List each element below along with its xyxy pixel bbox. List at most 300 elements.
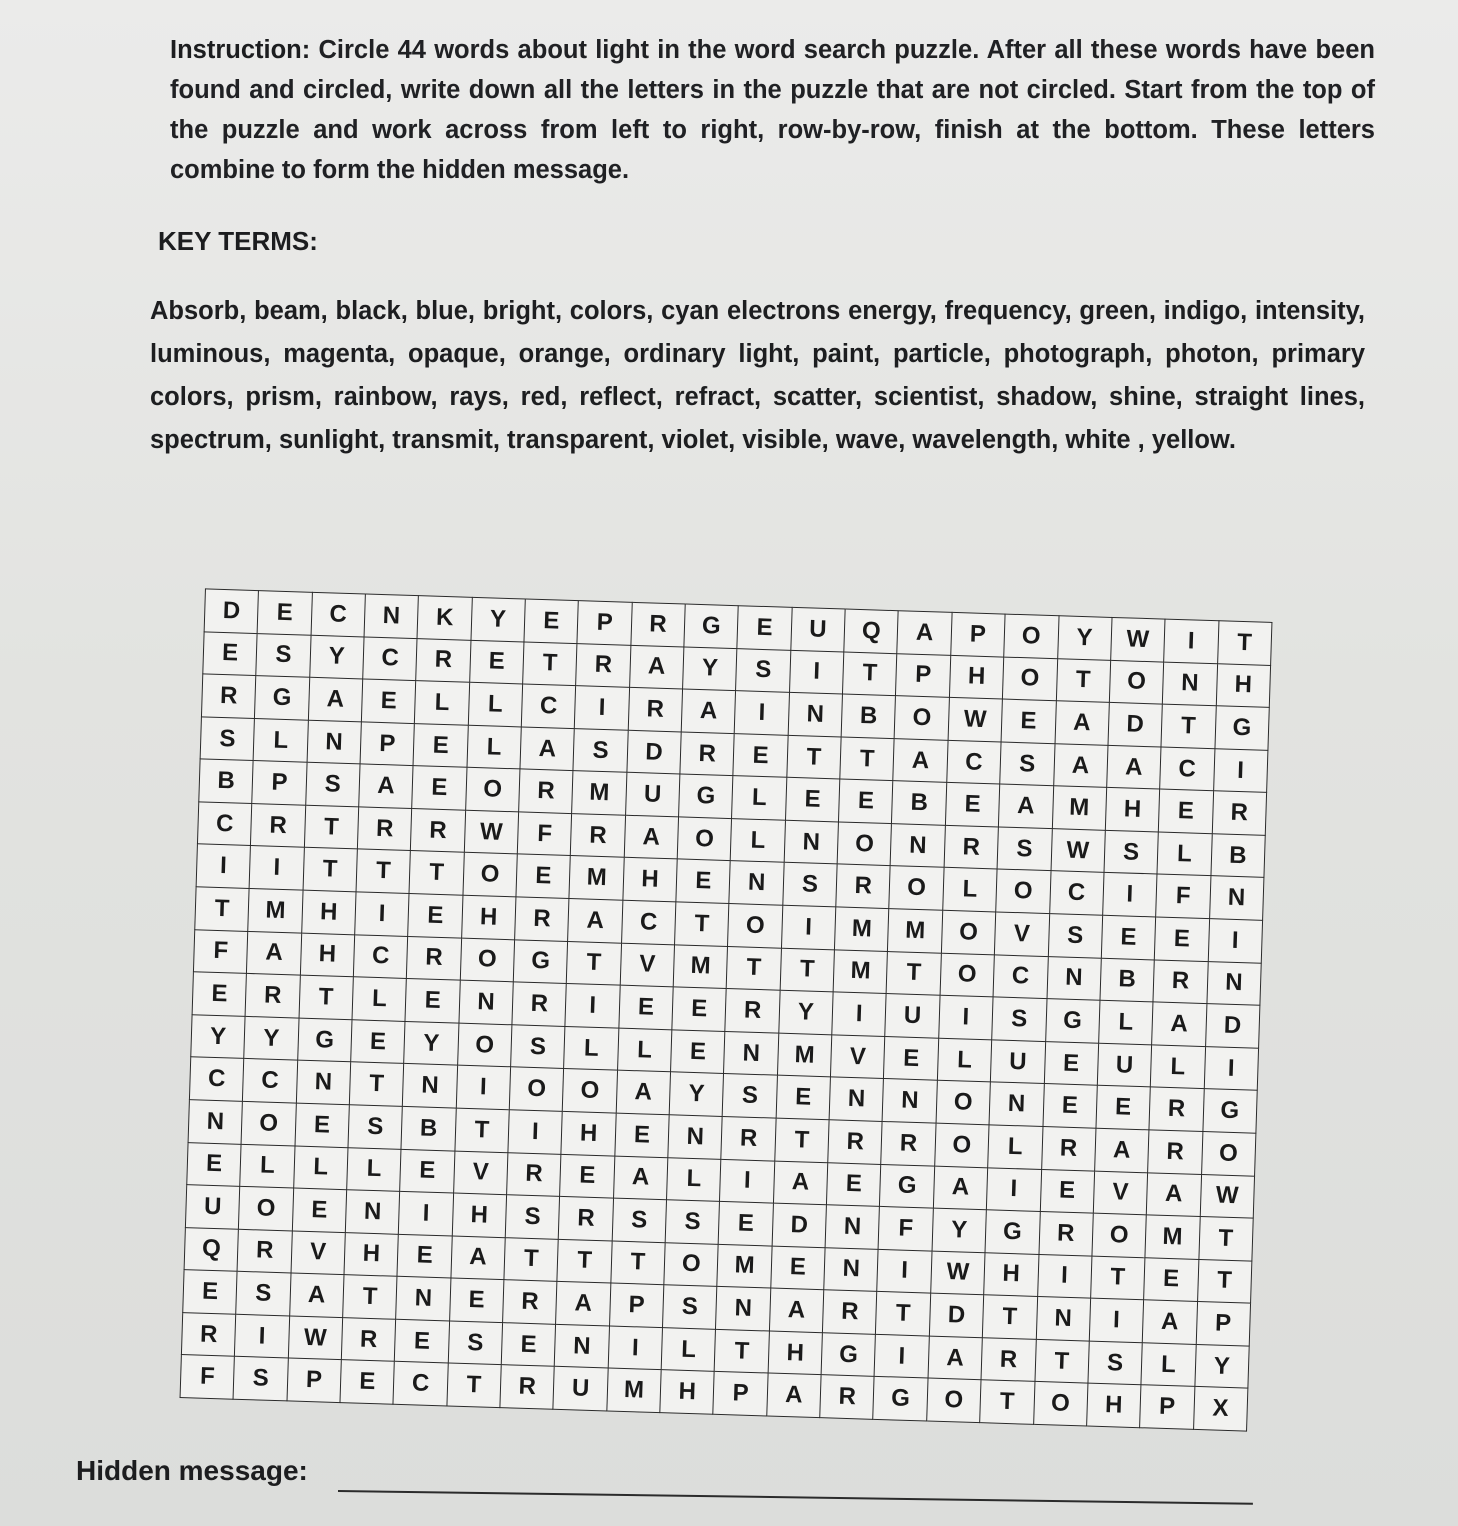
grid-cell[interactable]: E bbox=[1158, 789, 1213, 833]
grid-cell[interactable]: T bbox=[1090, 1256, 1145, 1300]
grid-cell[interactable]: I bbox=[249, 846, 304, 890]
grid-cell[interactable]: E bbox=[400, 1149, 455, 1193]
grid-cell[interactable]: E bbox=[737, 606, 792, 650]
grid-cell[interactable]: C bbox=[521, 684, 576, 728]
grid-cell[interactable]: T bbox=[557, 1239, 612, 1283]
grid-cell[interactable]: R bbox=[251, 803, 306, 847]
grid-cell[interactable]: N bbox=[1036, 1297, 1091, 1341]
grid-cell[interactable]: U bbox=[791, 607, 846, 651]
grid-cell[interactable]: R bbox=[725, 989, 780, 1033]
grid-cell[interactable]: I bbox=[399, 1191, 454, 1235]
grid-cell[interactable]: Y bbox=[683, 647, 738, 691]
grid-cell[interactable]: G bbox=[880, 1164, 935, 1208]
grid-cell[interactable]: E bbox=[672, 987, 727, 1031]
grid-cell[interactable]: I bbox=[1037, 1254, 1092, 1298]
grid-cell[interactable]: E bbox=[361, 679, 416, 723]
grid-cell[interactable]: I bbox=[196, 844, 251, 888]
grid-cell[interactable]: O bbox=[895, 696, 950, 740]
grid-cell[interactable]: G bbox=[255, 676, 310, 720]
grid-cell[interactable]: D bbox=[204, 589, 259, 633]
grid-cell[interactable]: E bbox=[560, 1154, 615, 1198]
grid-cell[interactable]: Y bbox=[309, 635, 364, 679]
grid-cell[interactable]: M bbox=[777, 1033, 832, 1077]
grid-cell[interactable]: V bbox=[453, 1151, 508, 1195]
grid-cell[interactable]: N bbox=[364, 594, 419, 638]
grid-cell[interactable]: N bbox=[989, 1082, 1044, 1126]
grid-cell[interactable]: T bbox=[1198, 1217, 1253, 1261]
grid-cell[interactable]: T bbox=[787, 735, 842, 779]
grid-cell[interactable]: L bbox=[240, 1144, 295, 1188]
grid-cell[interactable]: M bbox=[1145, 1215, 1200, 1259]
grid-cell[interactable]: L bbox=[253, 718, 308, 762]
grid-cell[interactable]: E bbox=[619, 985, 674, 1029]
grid-cell[interactable]: E bbox=[1040, 1169, 1095, 1213]
grid-cell[interactable]: B bbox=[892, 781, 947, 825]
grid-cell[interactable]: A bbox=[933, 1166, 988, 1210]
grid-cell[interactable]: R bbox=[828, 1120, 883, 1164]
grid-cell[interactable]: N bbox=[1047, 956, 1102, 1000]
grid-cell[interactable]: A bbox=[616, 1070, 671, 1114]
grid-cell[interactable]: R bbox=[519, 769, 574, 813]
grid-cell[interactable]: B bbox=[1210, 834, 1265, 878]
grid-cell[interactable]: D bbox=[772, 1203, 827, 1247]
grid-cell[interactable]: I bbox=[877, 1249, 932, 1293]
grid-cell[interactable]: O bbox=[239, 1186, 294, 1230]
grid-cell[interactable]: R bbox=[341, 1317, 396, 1361]
grid-cell[interactable]: C bbox=[621, 900, 676, 944]
grid-cell[interactable]: S bbox=[236, 1272, 291, 1316]
grid-cell[interactable]: U bbox=[625, 773, 680, 817]
grid-cell[interactable]: H bbox=[1086, 1383, 1141, 1427]
grid-cell[interactable]: T bbox=[1056, 658, 1111, 702]
grid-cell[interactable]: C bbox=[1160, 747, 1215, 791]
grid-cell[interactable]: T bbox=[887, 951, 942, 995]
grid-cell[interactable]: N bbox=[724, 1031, 779, 1075]
grid-cell[interactable]: T bbox=[343, 1275, 398, 1319]
grid-cell[interactable]: R bbox=[1038, 1212, 1093, 1256]
grid-cell[interactable]: C bbox=[393, 1362, 448, 1406]
grid-cell[interactable]: O bbox=[941, 910, 996, 954]
grid-cell[interactable]: L bbox=[293, 1146, 348, 1190]
grid-cell[interactable]: E bbox=[413, 723, 468, 767]
grid-cell[interactable]: A bbox=[308, 677, 363, 721]
grid-cell[interactable]: O bbox=[460, 938, 515, 982]
grid-cell[interactable]: I bbox=[608, 1326, 663, 1370]
grid-cell[interactable]: N bbox=[891, 824, 946, 868]
grid-cell[interactable]: H bbox=[1105, 788, 1160, 832]
grid-cell[interactable]: L bbox=[415, 681, 470, 725]
grid-cell[interactable]: T bbox=[1161, 704, 1216, 748]
grid-cell[interactable]: N bbox=[824, 1247, 879, 1291]
grid-cell[interactable]: A bbox=[556, 1282, 611, 1326]
grid-cell[interactable]: R bbox=[1041, 1126, 1096, 1170]
grid-cell[interactable]: A bbox=[359, 764, 414, 808]
grid-cell[interactable]: M bbox=[248, 889, 303, 933]
grid-cell[interactable]: W bbox=[1111, 617, 1166, 661]
grid-cell[interactable]: S bbox=[1088, 1341, 1143, 1385]
grid-cell[interactable]: S bbox=[783, 863, 838, 907]
grid-cell[interactable]: S bbox=[736, 648, 791, 692]
grid-cell[interactable]: K bbox=[417, 596, 472, 640]
grid-cell[interactable]: P bbox=[896, 653, 951, 697]
grid-cell[interactable]: E bbox=[1101, 915, 1156, 959]
grid-cell[interactable]: A bbox=[289, 1273, 344, 1317]
grid-cell[interactable]: E bbox=[257, 591, 312, 635]
grid-cell[interactable]: L bbox=[352, 977, 407, 1021]
grid-cell[interactable]: R bbox=[357, 807, 412, 851]
grid-cell[interactable]: E bbox=[1042, 1084, 1097, 1128]
grid-cell[interactable]: S bbox=[505, 1195, 560, 1239]
grid-cell[interactable]: I bbox=[235, 1314, 290, 1358]
grid-cell[interactable]: I bbox=[508, 1110, 563, 1154]
grid-cell[interactable]: L bbox=[988, 1125, 1043, 1169]
grid-cell[interactable]: A bbox=[1094, 1128, 1149, 1172]
grid-cell[interactable]: A bbox=[681, 689, 736, 733]
grid-cell[interactable]: M bbox=[673, 944, 728, 988]
grid-cell[interactable]: N bbox=[396, 1277, 451, 1321]
grid-cell[interactable]: G bbox=[1214, 706, 1269, 750]
grid-cell[interactable]: R bbox=[507, 1152, 562, 1196]
grid-cell[interactable]: P bbox=[252, 761, 307, 805]
grid-cell[interactable]: T bbox=[980, 1380, 1035, 1424]
grid-cell[interactable]: L bbox=[347, 1147, 402, 1191]
grid-cell[interactable]: E bbox=[405, 979, 460, 1023]
grid-cell[interactable]: L bbox=[1098, 1000, 1153, 1044]
grid-cell[interactable]: S bbox=[511, 1025, 566, 1069]
grid-cell[interactable]: V bbox=[291, 1231, 346, 1275]
grid-cell[interactable]: T bbox=[611, 1241, 666, 1285]
grid-cell[interactable]: L bbox=[1141, 1343, 1196, 1387]
grid-cell[interactable]: T bbox=[409, 851, 464, 895]
grid-cell[interactable]: O bbox=[837, 822, 892, 866]
grid-cell[interactable]: E bbox=[771, 1246, 826, 1290]
grid-cell[interactable]: S bbox=[992, 997, 1047, 1041]
grid-cell[interactable]: N bbox=[1163, 662, 1218, 706]
grid-cell[interactable]: I bbox=[789, 650, 844, 694]
grid-cell[interactable]: R bbox=[512, 982, 567, 1026]
grid-cell[interactable]: Q bbox=[184, 1227, 239, 1271]
grid-cell[interactable]: E bbox=[615, 1113, 670, 1157]
grid-cell[interactable]: L bbox=[732, 776, 787, 820]
grid-cell[interactable]: R bbox=[836, 864, 891, 908]
grid-cell[interactable]: C bbox=[1049, 871, 1104, 915]
grid-cell[interactable]: G bbox=[679, 774, 734, 818]
grid-cell[interactable]: N bbox=[1209, 876, 1264, 920]
grid-cell[interactable]: I bbox=[781, 905, 836, 949]
grid-cell[interactable]: E bbox=[395, 1319, 450, 1363]
grid-cell[interactable]: L bbox=[617, 1028, 672, 1072]
grid-cell[interactable]: T bbox=[843, 652, 898, 696]
grid-cell[interactable]: A bbox=[893, 738, 948, 782]
grid-cell[interactable]: E bbox=[412, 766, 467, 810]
grid-cell[interactable]: I bbox=[565, 984, 620, 1028]
grid-cell[interactable]: R bbox=[411, 808, 466, 852]
grid-cell[interactable]: S bbox=[1000, 742, 1055, 786]
grid-cell[interactable]: A bbox=[1146, 1172, 1201, 1216]
grid-cell[interactable]: A bbox=[773, 1161, 828, 1205]
grid-cell[interactable]: O bbox=[465, 768, 520, 812]
grid-cell[interactable]: O bbox=[509, 1067, 564, 1111]
grid-cell[interactable]: S bbox=[997, 827, 1052, 871]
grid-cell[interactable]: O bbox=[1033, 1382, 1088, 1426]
grid-cell[interactable]: S bbox=[612, 1198, 667, 1242]
grid-cell[interactable]: S bbox=[663, 1285, 718, 1329]
grid-cell[interactable]: S bbox=[1104, 830, 1159, 874]
grid-cell[interactable]: Y bbox=[1057, 616, 1112, 660]
grid-cell[interactable]: F bbox=[517, 812, 572, 856]
grid-cell[interactable]: R bbox=[416, 638, 471, 682]
grid-cell[interactable]: P bbox=[360, 722, 415, 766]
grid-cell[interactable]: L bbox=[564, 1026, 619, 1070]
grid-cell[interactable]: S bbox=[200, 717, 255, 761]
grid-cell[interactable]: F bbox=[1156, 874, 1211, 918]
grid-cell[interactable]: D bbox=[1205, 1004, 1260, 1048]
grid-cell[interactable]: T bbox=[447, 1363, 502, 1407]
grid-cell[interactable]: E bbox=[292, 1188, 347, 1232]
grid-cell[interactable]: T bbox=[195, 887, 250, 931]
grid-cell[interactable]: V bbox=[1093, 1171, 1148, 1215]
grid-cell[interactable]: C bbox=[363, 637, 418, 681]
grid-cell[interactable]: H bbox=[623, 858, 678, 902]
grid-cell[interactable]: T bbox=[567, 941, 622, 985]
grid-cell[interactable]: U bbox=[885, 994, 940, 1038]
grid-cell[interactable]: A bbox=[1107, 745, 1162, 789]
grid-cell[interactable]: G bbox=[873, 1377, 928, 1421]
grid-cell[interactable]: R bbox=[515, 897, 570, 941]
grid-cell[interactable]: G bbox=[297, 1018, 352, 1062]
grid-cell[interactable]: C bbox=[189, 1057, 244, 1101]
grid-cell[interactable]: T bbox=[675, 902, 730, 946]
grid-cell[interactable]: A bbox=[451, 1236, 506, 1280]
grid-cell[interactable]: Y bbox=[779, 990, 834, 1034]
grid-cell[interactable]: Y bbox=[191, 1015, 246, 1059]
grid-cell[interactable]: C bbox=[311, 592, 366, 636]
grid-cell[interactable]: T bbox=[523, 642, 578, 686]
grid-cell[interactable]: O bbox=[677, 817, 732, 861]
grid-cell[interactable]: C bbox=[243, 1059, 298, 1103]
grid-cell[interactable]: S bbox=[573, 728, 628, 772]
grid-cell[interactable]: Y bbox=[1194, 1344, 1249, 1388]
grid-cell[interactable]: P bbox=[951, 612, 1006, 656]
grid-cell[interactable]: L bbox=[731, 818, 786, 862]
grid-cell[interactable]: H bbox=[768, 1331, 823, 1375]
grid-cell[interactable]: A bbox=[613, 1156, 668, 1200]
grid-cell[interactable]: R bbox=[1212, 791, 1267, 835]
grid-cell[interactable]: Y bbox=[932, 1208, 987, 1252]
grid-cell[interactable]: E bbox=[776, 1076, 831, 1120]
grid-cell[interactable]: I bbox=[355, 892, 410, 936]
grid-cell[interactable]: I bbox=[575, 686, 630, 730]
grid-cell[interactable]: S bbox=[723, 1074, 778, 1118]
grid-cell[interactable]: A bbox=[769, 1288, 824, 1332]
grid-cell[interactable]: Q bbox=[844, 609, 899, 653]
grid-cell[interactable]: W bbox=[464, 810, 519, 854]
grid-cell[interactable]: I bbox=[1089, 1298, 1144, 1342]
grid-cell[interactable]: E bbox=[945, 783, 1000, 827]
grid-cell[interactable]: T bbox=[356, 849, 411, 893]
grid-cell[interactable]: E bbox=[351, 1020, 406, 1064]
grid-cell[interactable]: O bbox=[457, 1023, 512, 1067]
grid-cell[interactable]: C bbox=[353, 934, 408, 978]
grid-cell[interactable]: N bbox=[307, 720, 362, 764]
grid-cell[interactable]: I bbox=[875, 1334, 930, 1378]
grid-cell[interactable]: E bbox=[733, 733, 788, 777]
grid-cell[interactable]: D bbox=[627, 730, 682, 774]
grid-cell[interactable]: O bbox=[728, 904, 783, 948]
grid-cell[interactable]: N bbox=[555, 1324, 610, 1368]
grid-cell[interactable]: R bbox=[1148, 1130, 1203, 1174]
grid-cell[interactable]: L bbox=[468, 682, 523, 726]
grid-cell[interactable]: G bbox=[684, 604, 739, 648]
grid-cell[interactable]: Y bbox=[244, 1016, 299, 1060]
grid-cell[interactable]: N bbox=[825, 1205, 880, 1249]
grid-cell[interactable]: T bbox=[715, 1329, 770, 1373]
grid-cell[interactable]: A bbox=[624, 815, 679, 859]
grid-cell[interactable]: F bbox=[879, 1207, 934, 1251]
grid-cell[interactable]: O bbox=[664, 1242, 719, 1286]
grid-cell[interactable]: M bbox=[607, 1368, 662, 1412]
grid-cell[interactable]: T bbox=[504, 1237, 559, 1281]
grid-cell[interactable]: E bbox=[671, 1030, 726, 1074]
grid-cell[interactable]: R bbox=[628, 687, 683, 731]
grid-cell[interactable]: T bbox=[840, 737, 895, 781]
grid-cell[interactable]: D bbox=[1108, 703, 1163, 747]
grid-cell[interactable]: L bbox=[1150, 1045, 1205, 1089]
grid-cell[interactable]: E bbox=[827, 1162, 882, 1206]
grid-cell[interactable]: N bbox=[788, 692, 843, 736]
grid-cell[interactable]: N bbox=[345, 1190, 400, 1234]
grid-cell[interactable]: E bbox=[1001, 699, 1056, 743]
grid-cell[interactable]: M bbox=[1052, 786, 1107, 830]
grid-cell[interactable]: E bbox=[524, 599, 579, 643]
grid-cell[interactable]: B bbox=[1100, 958, 1155, 1002]
grid-cell[interactable]: T bbox=[303, 848, 358, 892]
grid-cell[interactable]: A bbox=[999, 784, 1054, 828]
grid-cell[interactable]: L bbox=[943, 868, 998, 912]
grid-cell[interactable]: I bbox=[939, 995, 994, 1039]
grid-cell[interactable]: A bbox=[1053, 743, 1108, 787]
grid-cell[interactable]: L bbox=[667, 1157, 722, 1201]
grid-cell[interactable]: H bbox=[344, 1232, 399, 1276]
grid-cell[interactable]: W bbox=[1200, 1174, 1255, 1218]
grid-cell[interactable]: T bbox=[304, 805, 359, 849]
grid-cell[interactable]: C bbox=[197, 802, 252, 846]
grid-cell[interactable]: S bbox=[233, 1357, 288, 1401]
grid-cell[interactable]: A bbox=[629, 645, 684, 689]
grid-cell[interactable]: R bbox=[944, 825, 999, 869]
grid-cell[interactable]: T bbox=[1034, 1339, 1089, 1383]
grid-cell[interactable]: I bbox=[1164, 619, 1219, 663]
grid-cell[interactable]: R bbox=[201, 674, 256, 718]
grid-cell[interactable]: P bbox=[609, 1283, 664, 1327]
grid-cell[interactable]: H bbox=[984, 1252, 1039, 1296]
grid-cell[interactable]: O bbox=[927, 1378, 982, 1422]
grid-cell[interactable]: R bbox=[503, 1280, 558, 1324]
grid-cell[interactable]: R bbox=[1153, 960, 1208, 1004]
grid-cell[interactable]: L bbox=[1157, 832, 1212, 876]
grid-cell[interactable]: O bbox=[889, 866, 944, 910]
grid-cell[interactable]: P bbox=[577, 601, 632, 645]
grid-cell[interactable]: N bbox=[716, 1287, 771, 1331]
grid-cell[interactable]: O bbox=[935, 1123, 990, 1167]
grid-cell[interactable]: E bbox=[1144, 1257, 1199, 1301]
grid-cell[interactable]: H bbox=[461, 895, 516, 939]
grid-cell[interactable]: G bbox=[821, 1333, 876, 1377]
grid-cell[interactable]: L bbox=[937, 1038, 992, 1082]
grid-cell[interactable]: R bbox=[237, 1229, 292, 1273]
grid-cell[interactable]: N bbox=[729, 861, 784, 905]
grid-cell[interactable]: T bbox=[775, 1118, 830, 1162]
grid-cell[interactable]: S bbox=[256, 633, 311, 677]
grid-cell[interactable]: C bbox=[947, 740, 1002, 784]
grid-cell[interactable]: R bbox=[631, 602, 686, 646]
grid-cell[interactable]: R bbox=[576, 643, 631, 687]
grid-cell[interactable]: O bbox=[241, 1101, 296, 1145]
grid-cell[interactable]: T bbox=[727, 946, 782, 990]
grid-cell[interactable]: A bbox=[520, 727, 575, 771]
grid-cell[interactable]: T bbox=[1217, 621, 1272, 665]
grid-cell[interactable]: E bbox=[884, 1036, 939, 1080]
grid-cell[interactable]: I bbox=[1204, 1046, 1259, 1090]
grid-cell[interactable]: V bbox=[620, 943, 675, 987]
grid-cell[interactable]: R bbox=[680, 732, 735, 776]
grid-cell[interactable]: M bbox=[717, 1244, 772, 1288]
grid-cell[interactable]: G bbox=[1202, 1089, 1257, 1133]
grid-cell[interactable]: H bbox=[660, 1370, 715, 1414]
grid-cell[interactable]: Y bbox=[471, 597, 526, 641]
grid-cell[interactable]: U bbox=[991, 1040, 1046, 1084]
grid-cell[interactable]: E bbox=[501, 1322, 556, 1366]
grid-cell[interactable]: E bbox=[192, 972, 247, 1016]
grid-cell[interactable]: A bbox=[767, 1373, 822, 1417]
grid-cell[interactable]: A bbox=[897, 611, 952, 655]
grid-cell[interactable]: P bbox=[287, 1358, 342, 1402]
grid-cell[interactable]: T bbox=[876, 1292, 931, 1336]
grid-cell[interactable]: N bbox=[668, 1115, 723, 1159]
grid-cell[interactable]: W bbox=[931, 1251, 986, 1295]
grid-cell[interactable]: N bbox=[296, 1060, 351, 1104]
grid-cell[interactable]: I bbox=[1208, 919, 1263, 963]
grid-cell[interactable]: E bbox=[449, 1278, 504, 1322]
grid-cell[interactable]: M bbox=[835, 907, 890, 951]
grid-cell[interactable]: C bbox=[993, 955, 1048, 999]
grid-cell[interactable]: M bbox=[572, 771, 627, 815]
grid-cell[interactable]: R bbox=[181, 1312, 236, 1356]
grid-cell[interactable]: E bbox=[183, 1270, 238, 1314]
grid-cell[interactable]: R bbox=[407, 936, 462, 980]
grid-cell[interactable]: I bbox=[987, 1167, 1042, 1211]
grid-cell[interactable]: B bbox=[841, 694, 896, 738]
grid-cell[interactable]: W bbox=[288, 1316, 343, 1360]
grid-cell[interactable]: T bbox=[349, 1062, 404, 1106]
grid-cell[interactable]: E bbox=[839, 779, 894, 823]
grid-cell[interactable]: O bbox=[996, 869, 1051, 913]
grid-cell[interactable]: B bbox=[401, 1106, 456, 1150]
grid-cell[interactable]: L bbox=[661, 1327, 716, 1371]
grid-cell[interactable]: R bbox=[559, 1196, 614, 1240]
grid-cell[interactable]: R bbox=[823, 1290, 878, 1334]
grid-cell[interactable]: E bbox=[408, 894, 463, 938]
grid-cell[interactable]: H bbox=[561, 1111, 616, 1155]
grid-cell[interactable]: R bbox=[571, 813, 626, 857]
grid-cell[interactable]: V bbox=[831, 1035, 886, 1079]
grid-cell[interactable]: E bbox=[340, 1360, 395, 1404]
grid-cell[interactable]: O bbox=[1109, 660, 1164, 704]
grid-cell[interactable]: E bbox=[295, 1103, 350, 1147]
grid-cell[interactable]: H bbox=[300, 933, 355, 977]
grid-cell[interactable]: R bbox=[820, 1375, 875, 1419]
grid-cell[interactable]: A bbox=[1142, 1300, 1197, 1344]
